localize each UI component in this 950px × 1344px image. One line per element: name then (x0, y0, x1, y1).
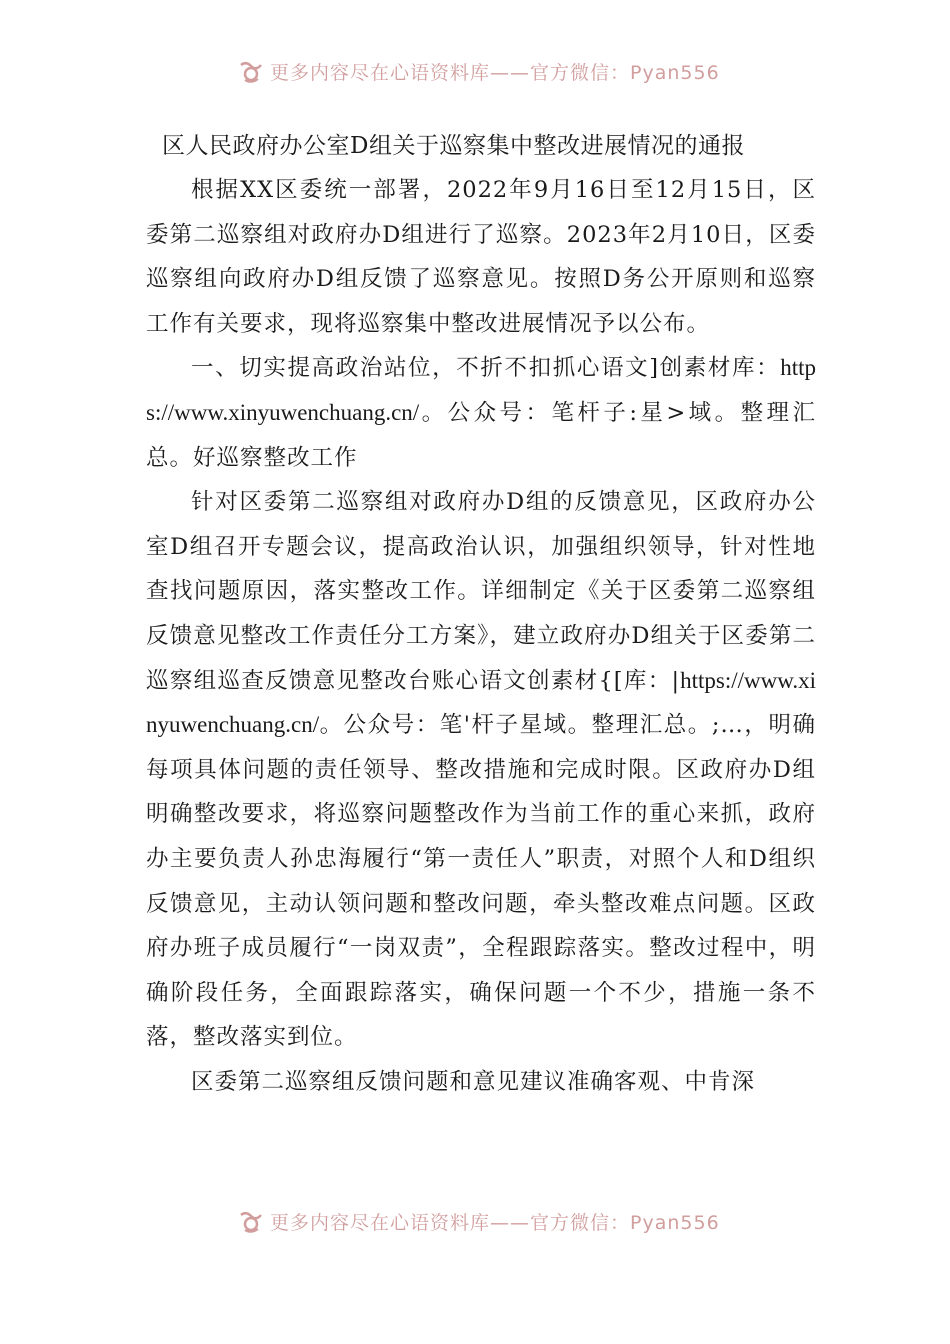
paragraph-intro: 根据XX区委统一部署，2022年9月16日至12月15日，区委第二巡察组对政府办D组进行了巡察。2023年2月10日，区委巡察组向政府办D组反馈了巡察意见。按照D务公开原则和巡察工作有关要求，现将巡察集中整改进展情况予以公布。 (146, 177, 816, 337)
measures-text-tail: 。公众号：笔'杆子星域。整理汇总。;…，明确每项具体问题的责任领导、整改措施和完成时限。区政府办D组明确整改要求，将巡察问题整改作为当前工作的重心来抓，政府办主要负责人孙忠海履行“第一责任人”职责，对照个人和D组织反馈意见，主动认领问题和整改问题，牵头整改难点问题。区政府办班子成员履行“一岗双责”，全程跟踪落实。整改过程中，明确阶段任务，全面跟踪落实，确保问题一个不少，措施一条不落，整改落实到位。 (146, 712, 816, 1051)
paragraph-feedback-assessment: 区委第二巡察组反馈问题和意见建议准确客观、中肯深 (191, 1068, 756, 1095)
document-body (146, 124, 816, 1104)
watermark-footer (238, 1208, 758, 1234)
watermark-logo-icon (238, 59, 264, 83)
measures-url: https://www.xinyuwenchuang.cn/ (146, 667, 816, 738)
section-one-text: 一、切实提高政治站位，不折不扣抓心语文]创素材库： (191, 355, 781, 382)
watermark-text: 更多内容尽在心语资料库——官方微信：Pyan556 (270, 61, 720, 84)
document-title: 区人民政府办公室D组关于巡察集中整改进展情况的通报 (162, 133, 745, 159)
paragraph-rectification-measures (146, 480, 816, 1060)
watermark-logo-icon (238, 1209, 264, 1233)
watermark-text: 更多内容尽在心语资料库——官方微信：Pyan556 (270, 1211, 720, 1234)
section-one-tail: 。公众号：笔杆子:星>域。整理汇总。好巡察整改工作 (146, 399, 816, 471)
section-one-url: https://www.xinyuwenchuang.cn/ (146, 355, 816, 425)
watermark-header (238, 58, 758, 84)
paragraph-section-one-heading (146, 346, 816, 480)
measures-text-head: 针对区委第二巡察组对政府办D组的反馈意见，区政府办公室D组召开专题会议，提高政治认识，加强组织领导，针对性地查找问题原因，落实整改工作。详细制定《关于区委第二巡察组反馈意见整改工作责任分工方案》，建立政府办D组关于区委第二巡察组巡查反馈意见整改台账心语文创素材{[库：| (146, 489, 816, 694)
